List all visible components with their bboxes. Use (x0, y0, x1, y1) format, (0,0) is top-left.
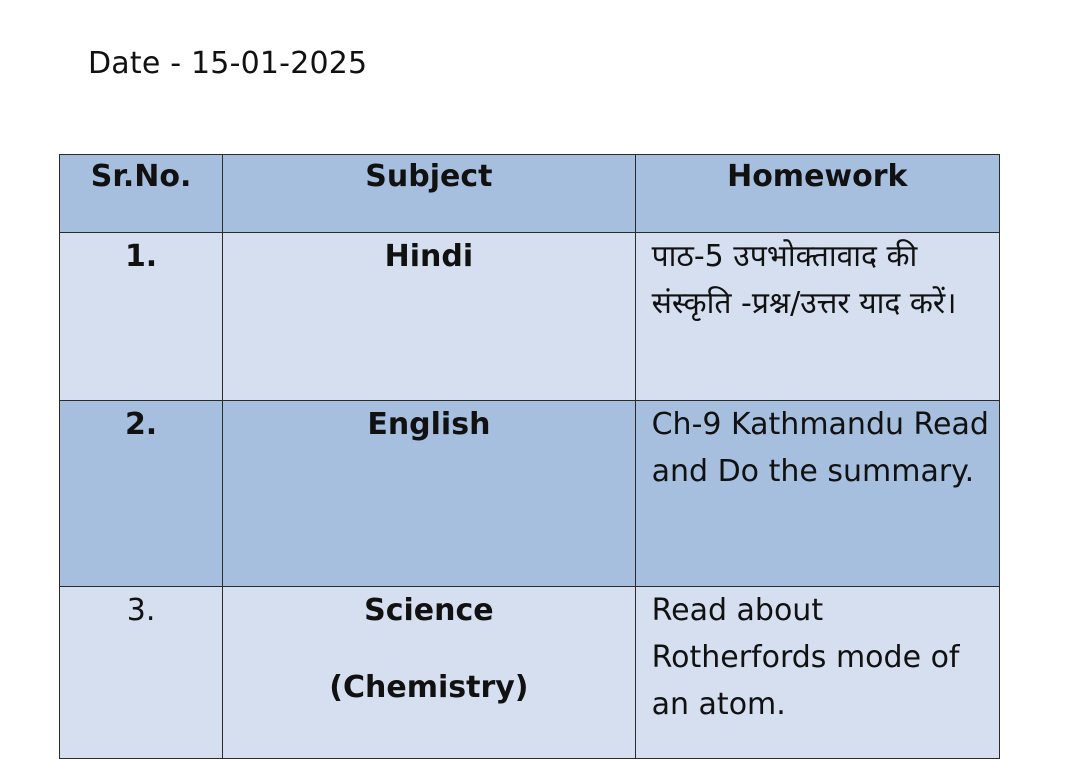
subject-cell (223, 401, 635, 587)
header-sr-no: Sr.No. (60, 155, 223, 233)
subject-cell (223, 587, 635, 759)
homework-cell (635, 587, 999, 759)
table-row (60, 401, 1000, 587)
subject-cell (223, 233, 635, 401)
date-label: Date - 15-01-2025 (88, 46, 368, 81)
header-homework: Homework (635, 155, 999, 233)
sr-no-cell (60, 401, 223, 587)
table-header-row (60, 155, 1000, 233)
homework-text: Ch-9 Kathmandu Read and Do the summary. (651, 407, 989, 489)
homework-text: Read about Rotherfords mode of an atom. (651, 593, 960, 722)
homework-text: पाठ-5 उपभोक्तावाद की संस्कृति -प्रश्न/उत्तर याद करें। (651, 239, 957, 321)
sr-no: 2. (124, 407, 158, 442)
subject-name: English (367, 407, 491, 442)
homework-cell (635, 233, 999, 401)
header-subject: Subject (223, 155, 635, 233)
table-row (60, 233, 1000, 401)
subject-subtitle: (Chemistry) (329, 670, 529, 705)
sr-no: 1. (124, 239, 158, 274)
table-row (60, 587, 1000, 759)
sr-no-cell (60, 587, 223, 759)
homework-table (59, 154, 1000, 759)
subject-name: Hindi (384, 239, 474, 274)
subject-name: Science (364, 593, 494, 628)
sr-no: 3. (126, 593, 156, 628)
homework-cell (635, 401, 999, 587)
sr-no-cell (60, 233, 223, 401)
